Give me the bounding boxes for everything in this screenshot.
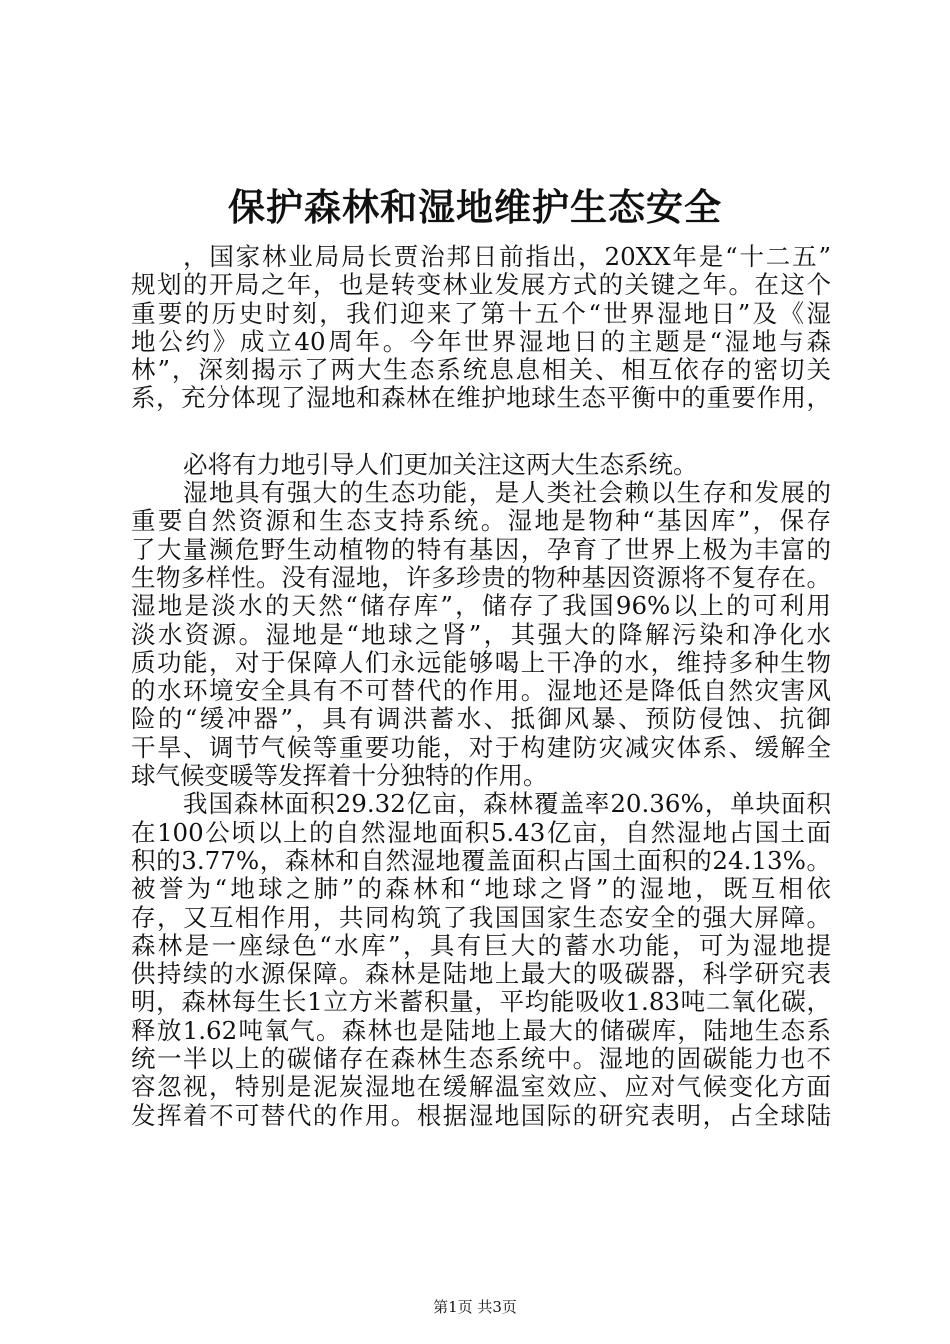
text-line: 重要自然资源和生态支持系统。湿地是物种“基因库”，保存 xyxy=(131,506,831,536)
text-line: 统一半以上的碳储存在森林生态系统中。湿地的固碳能力也不 xyxy=(131,1044,831,1074)
text-line: 重要的历史时刻，我们迎来了第十五个“世界湿地日”及《湿 xyxy=(131,298,831,328)
text-line: 淡水资源。湿地是“地球之肾”，其强大的降解污染和净化水 xyxy=(131,619,831,649)
text-line: 森林是一座绿色“水库”，具有巨大的蓄水功能，可为湿地提 xyxy=(131,930,831,960)
text-line: 积的3.77%，森林和自然湿地覆盖面积占国土面积的24.13%。 xyxy=(131,845,831,875)
text-line: 质功能，对于保障人们永远能够喝上干净的水，维持多种生物 xyxy=(131,647,831,677)
paragraph-gap xyxy=(131,413,831,451)
text-line: 规划的开局之年，也是转变林业发展方式的关键之年。在这个 xyxy=(131,270,831,300)
text-line: ，国家林业局局长贾治邦日前指出，20XX年是“十二五” xyxy=(183,242,831,271)
text-line: 湿地是淡水的天然“储存库”，储存了我国96%以上的可利用 xyxy=(131,591,831,621)
text-line: 了大量濒危野生动植物的特有基因，孕育了世界上极为丰富的 xyxy=(131,534,831,564)
text-line: 被誉为“地球之肺”的森林和“地球之肾”的湿地，既互相依 xyxy=(131,874,831,904)
text-line: 明，森林每生长1立方米蓄积量，平均能吸收1.83吨二氧化碳， xyxy=(131,987,831,1017)
text-line: 球气候变暖等发挥着十分独特的作用。 xyxy=(131,761,548,791)
text-line: 的水环境安全具有不可替代的作用。湿地还是降低自然灾害风 xyxy=(131,676,831,706)
text-line: 必将有力地引导人们更加关注这两大生态系统。 xyxy=(183,449,698,479)
paragraph xyxy=(131,479,831,790)
text-line: 系，充分体现了湿地和森林在维护地球生态平衡中的重要作用， xyxy=(131,383,831,413)
page-footer: 第1页 共3页 xyxy=(433,1298,517,1316)
text-line: 存，又互相作用，共同构筑了我国国家生态安全的强大屏障。 xyxy=(131,902,831,932)
text-line: 干旱、调节气候等重要功能，对于构建防灾减灾体系、缓解全 xyxy=(131,732,831,762)
paragraph xyxy=(131,243,831,413)
text-line: 林”，深刻揭示了两大生态系统息息相关、相互依存的密切关 xyxy=(131,355,831,385)
text-line: 我国森林面积29.32亿亩，森林覆盖率20.36%，单块面积 xyxy=(183,789,831,819)
document-body xyxy=(131,243,831,1130)
text-line: 发挥着不可替代的作用。根据湿地国际的研究表明，占全球陆 xyxy=(131,1100,831,1130)
paragraph xyxy=(131,451,831,479)
text-line: 地公约》成立40周年。今年世界湿地日的主题是“湿地与森 xyxy=(131,326,831,356)
text-line: 容忽视，特别是泥炭湿地在缓解温室效应、应对气候变化方面 xyxy=(131,1072,831,1102)
text-line: 生物多样性。没有湿地，许多珍贵的物种基因资源将不复存在。 xyxy=(131,562,831,592)
text-line: 湿地具有强大的生态功能，是人类社会赖以生存和发展的 xyxy=(183,478,831,508)
document-title: 保护森林和湿地维护生态安全 xyxy=(228,186,722,229)
text-line: 险的“缓冲器”，具有调洪蓄水、抵御风暴、预防侵蚀、抗御 xyxy=(131,704,831,734)
text-line: 释放1.62吨氧气。森林也是陆地上最大的储碳库，陆地生态系 xyxy=(131,1015,831,1045)
paragraph xyxy=(131,790,831,1130)
text-line: 在100公顷以上的自然湿地面积5.43亿亩，自然湿地占国土面 xyxy=(131,817,831,847)
text-line: 供持续的水源保障。森林是陆地上最大的吸碳器，科学研究表 xyxy=(131,959,831,989)
